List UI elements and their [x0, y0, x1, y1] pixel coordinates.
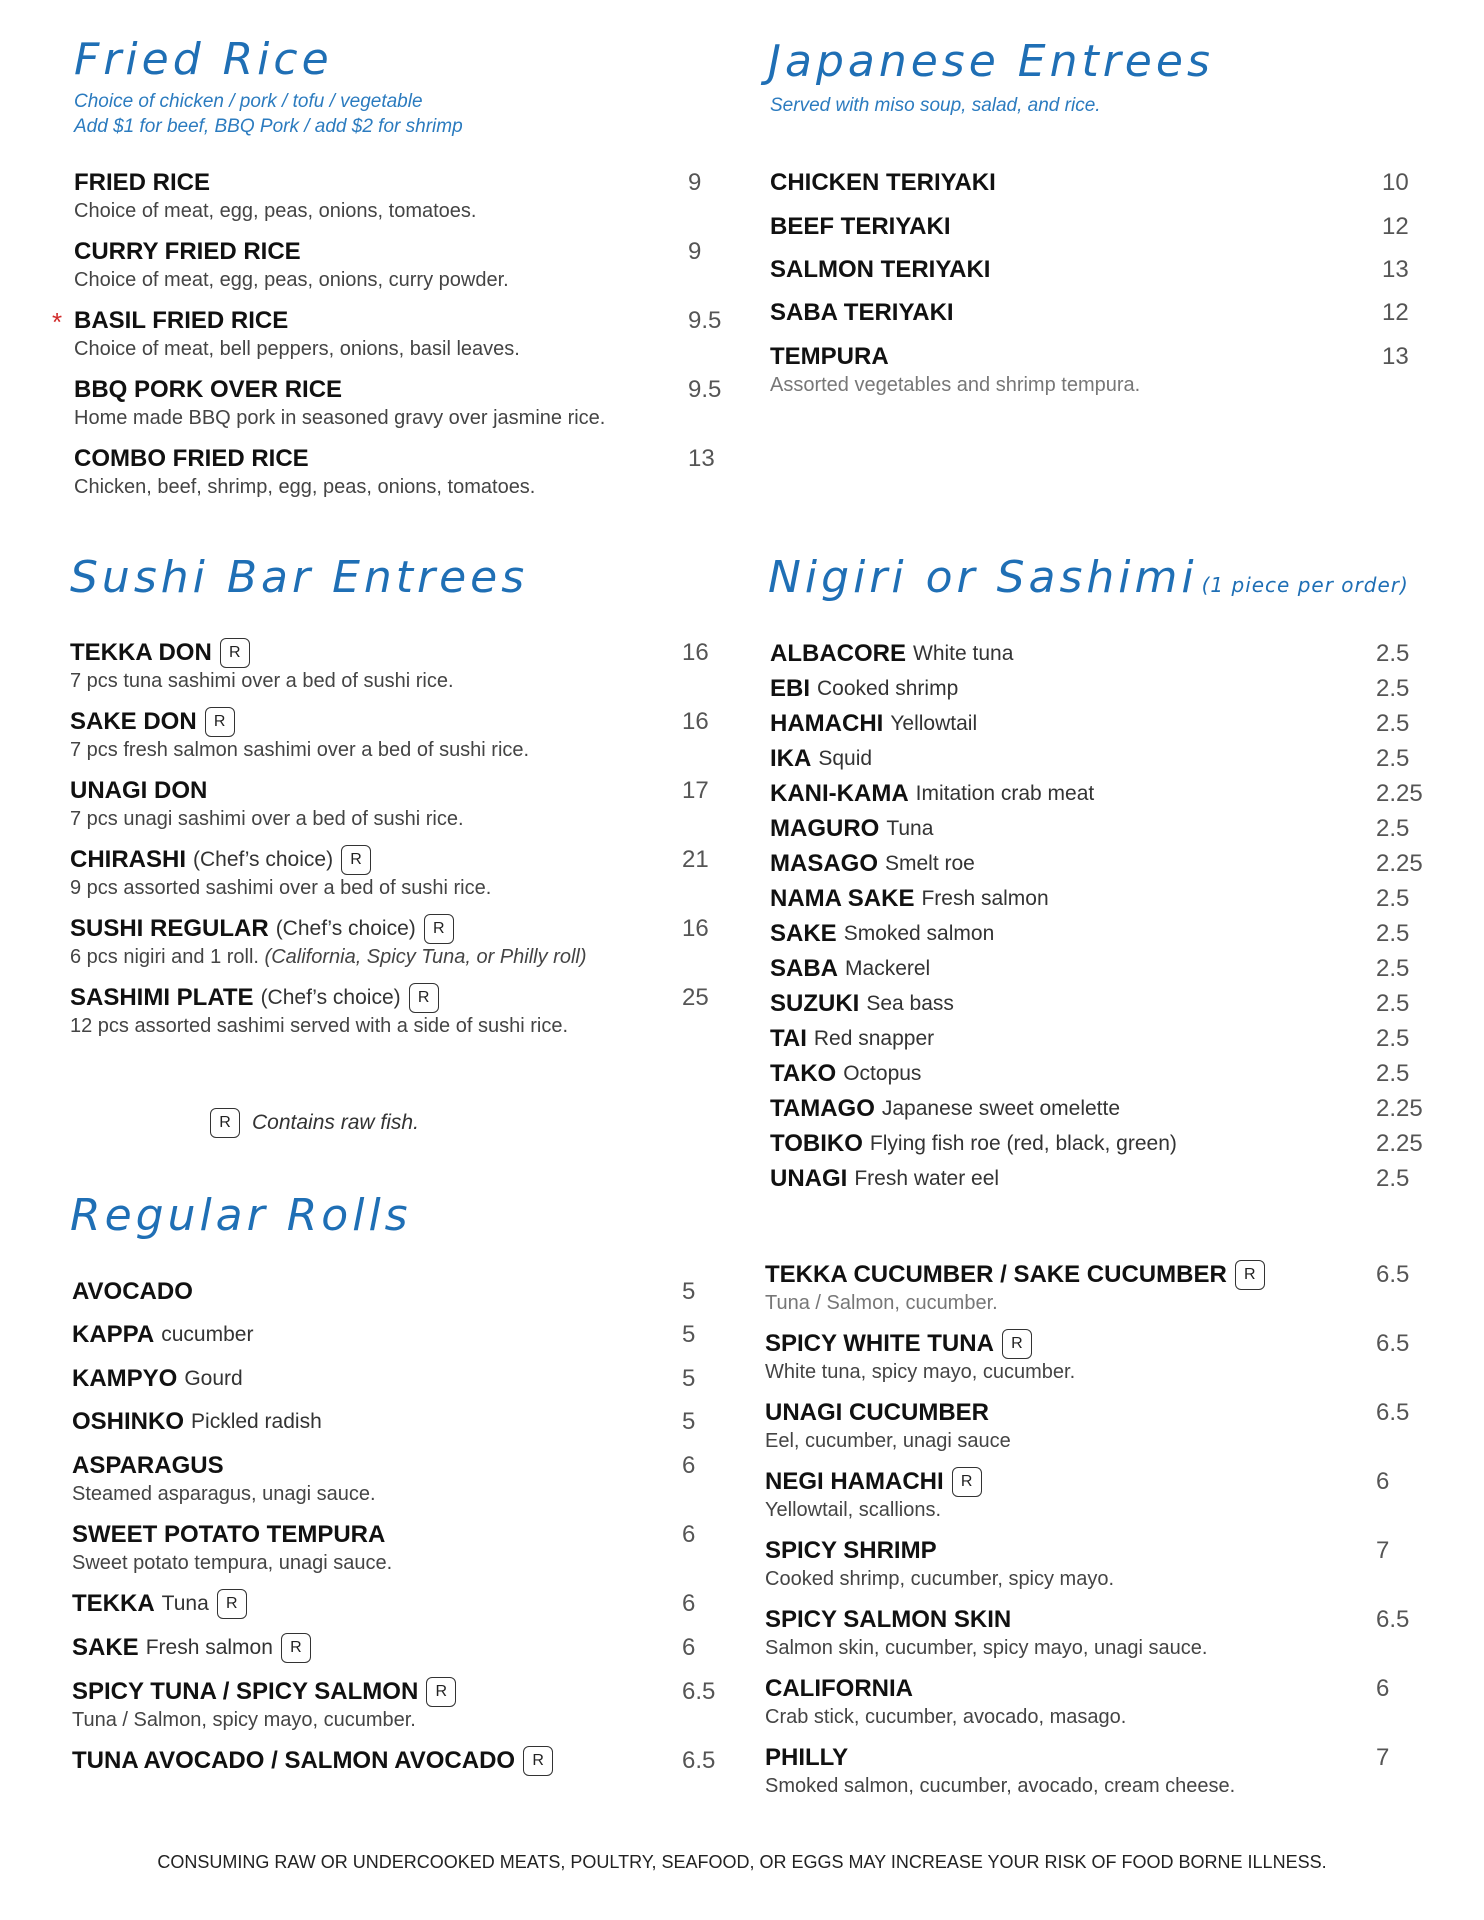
item-desc-main: 6 pcs nigiri and 1 roll. — [70, 946, 259, 968]
item-name: EBI — [770, 675, 811, 702]
item-price: 2.5 — [1376, 1165, 1410, 1192]
item-name: SPICY WHITE TUNA — [765, 1330, 994, 1357]
fried-rice-subtitle-2: Add $1 for beef, BBQ Pork / add $2 for shrimp — [74, 116, 463, 137]
menu-item — [72, 1519, 392, 1575]
nigiri-item — [770, 708, 977, 740]
item-name: SABA — [770, 955, 839, 982]
item-name: ASPARAGUS — [72, 1452, 224, 1479]
menu-item — [72, 1745, 553, 1777]
raw-fish-legend-text: Contains raw fish. — [252, 1111, 419, 1134]
item-name: TOBIKO — [770, 1130, 863, 1157]
item-desc: Yellowtail, scallions. — [765, 1499, 942, 1521]
item-desc: White tuna, spicy mayo, cucumber. — [765, 1361, 1076, 1383]
item-price: 5 — [682, 1365, 696, 1392]
item-price: 2.5 — [1376, 920, 1410, 947]
item-desc: 7 pcs fresh salmon sashimi over a bed of sushi rice. — [70, 739, 530, 761]
item-name: BEEF TERIYAKI — [770, 213, 951, 240]
menu-item — [74, 374, 605, 430]
nigiri-item — [770, 743, 872, 775]
item-price: 2.5 — [1376, 1060, 1410, 1087]
item-extra: cucumber — [161, 1323, 254, 1346]
item-price: 9.5 — [688, 307, 722, 334]
raw-fish-badge: R — [281, 1633, 311, 1663]
item-price: 21 — [682, 846, 709, 873]
item-extra: Fresh salmon — [145, 1636, 273, 1659]
nigiri-item — [770, 988, 954, 1020]
item-price: 6 — [1376, 1468, 1390, 1495]
item-desc: Tuna / Salmon, cucumber. — [765, 1292, 998, 1314]
item-desc: Chicken, beef, shrimp, egg, peas, onions, tomatoes. — [74, 476, 536, 498]
menu-item — [765, 1259, 1265, 1315]
item-name: UNAGI DON — [70, 777, 208, 804]
menu-item — [765, 1328, 1075, 1384]
nigiri-item — [770, 1093, 1120, 1125]
item-price: 16 — [682, 639, 709, 666]
raw-fish-badge: R — [952, 1467, 982, 1497]
item-name: NAMA SAKE — [770, 885, 915, 912]
item-name: TAKO — [770, 1060, 837, 1087]
menu-item — [765, 1535, 1114, 1591]
item-name: TEKKA DON — [70, 639, 212, 666]
item-desc: Choice of meat, bell peppers, onions, basil leaves. — [74, 338, 520, 360]
raw-fish-badge: R — [424, 914, 454, 944]
item-desc: Sweet potato tempura, unagi sauce. — [72, 1552, 393, 1574]
item-name: MASAGO — [770, 850, 878, 877]
menu-item — [72, 1676, 456, 1732]
item-extra: Squid — [818, 747, 873, 770]
nigiri-title-text: Nigiri or Sashimi — [768, 552, 1198, 603]
item-desc — [70, 945, 587, 969]
item-price: 9 — [688, 169, 702, 196]
item-price: 6 — [682, 1590, 696, 1617]
item-price: 16 — [682, 708, 709, 735]
item-extra: (Chef’s choice) — [193, 848, 334, 871]
item-name: CHIRASHI — [70, 846, 187, 873]
item-price: 2.5 — [1376, 815, 1410, 842]
item-name: SAKE — [770, 920, 837, 947]
menu-item — [72, 1363, 243, 1395]
item-name: CHICKEN TERIYAKI — [770, 169, 996, 196]
item-name: SALMON TERIYAKI — [770, 256, 991, 283]
item-price: 16 — [682, 915, 709, 942]
menu-item — [70, 775, 464, 831]
item-name: SABA TERIYAKI — [770, 299, 954, 326]
item-name: TAI — [770, 1025, 807, 1052]
raw-fish-badge: R — [210, 1108, 240, 1138]
item-name: AVOCADO — [72, 1278, 193, 1305]
item-extra: Red snapper — [813, 1027, 935, 1050]
menu-item — [74, 167, 476, 223]
item-name: TEKKA CUCUMBER / SAKE CUCUMBER — [765, 1261, 1227, 1288]
item-price: 6.5 — [1376, 1606, 1410, 1633]
item-price: 12 — [1382, 213, 1409, 240]
item-desc: Tuna / Salmon, spicy mayo, cucumber. — [72, 1709, 416, 1731]
nigiri-title — [768, 552, 1409, 603]
menu-item — [70, 637, 454, 693]
item-price: 2.5 — [1376, 955, 1410, 982]
item-desc: Smoked salmon, cucumber, avocado, cream cheese. — [765, 1775, 1236, 1797]
raw-fish-badge: R — [1002, 1329, 1032, 1359]
raw-fish-badge: R — [1235, 1260, 1265, 1290]
item-name: SWEET POTATO TEMPURA — [72, 1521, 386, 1548]
nigiri-item — [770, 1058, 921, 1090]
item-extra: Imitation crab meat — [915, 782, 1095, 805]
item-desc: 7 pcs tuna sashimi over a bed of sushi rice. — [70, 670, 454, 692]
item-price: 5 — [682, 1278, 696, 1305]
item-price: 13 — [1382, 256, 1409, 283]
item-price: 6 — [1376, 1675, 1390, 1702]
item-desc: Assorted vegetables and shrimp tempura. — [770, 374, 1141, 396]
menu-item — [765, 1466, 982, 1522]
nigiri-item — [770, 813, 933, 845]
menu-item — [74, 443, 535, 499]
item-extra: Tuna — [161, 1592, 209, 1615]
item-price: 6 — [682, 1634, 696, 1661]
raw-fish-badge: R — [205, 707, 235, 737]
item-desc: 9 pcs assorted sashimi over a bed of sushi rice. — [70, 877, 492, 899]
nigiri-item — [770, 778, 1094, 810]
regular-rolls-title: Regular Rolls — [70, 1190, 412, 1241]
raw-fish-badge: R — [523, 1746, 553, 1776]
menu-item — [765, 1673, 1126, 1729]
nigiri-item — [770, 1023, 934, 1055]
item-name: HAMACHI — [770, 710, 884, 737]
item-extra: Gourd — [184, 1367, 243, 1390]
item-desc: Salmon skin, cucumber, spicy mayo, unagi sauce. — [765, 1637, 1208, 1659]
menu-item — [770, 297, 954, 329]
menu-item — [70, 913, 587, 969]
item-extra: Smoked salmon — [843, 922, 995, 945]
item-name: ALBACORE — [770, 640, 906, 667]
item-price: 9.5 — [688, 376, 722, 403]
menu-item — [70, 982, 568, 1038]
menu-item — [765, 1742, 1235, 1798]
menu-item — [70, 844, 491, 900]
item-extra: Fresh water eel — [854, 1167, 1000, 1190]
item-name: MAGURO — [770, 815, 880, 842]
item-extra: Japanese sweet omelette — [881, 1097, 1121, 1120]
item-price: 5 — [682, 1321, 696, 1348]
item-price: 25 — [682, 984, 709, 1011]
item-name: SPICY TUNA / SPICY SALMON — [72, 1678, 419, 1705]
raw-fish-badge: R — [341, 845, 371, 875]
item-extra: Smelt roe — [885, 852, 975, 875]
menu-item — [765, 1604, 1207, 1660]
item-desc: 12 pcs assorted sashimi served with a side of sushi rice. — [70, 1015, 568, 1037]
nigiri-item — [770, 673, 958, 705]
nigiri-item — [770, 848, 975, 880]
item-extra: Yellowtail — [890, 712, 978, 735]
item-extra: (Chef’s choice) — [260, 986, 401, 1009]
item-price: 12 — [1382, 299, 1409, 326]
japanese-entrees-title: Japanese Entrees — [768, 36, 1214, 87]
menu-item — [765, 1397, 1011, 1453]
item-name: SPICY SALMON SKIN — [765, 1606, 1012, 1633]
item-price: 6 — [682, 1521, 696, 1548]
item-name: PHILLY — [765, 1744, 849, 1771]
item-desc: Choice of meat, egg, peas, onions, tomatoes. — [74, 200, 477, 222]
spicy-star-icon: * — [52, 307, 63, 337]
item-desc: Home made BBQ pork in seasoned gravy over jasmine rice. — [74, 407, 606, 429]
raw-fish-badge: R — [217, 1589, 247, 1619]
item-name: KANI-KAMA — [770, 780, 909, 807]
item-price: 2.5 — [1376, 885, 1410, 912]
menu-item — [74, 305, 520, 361]
item-name: OSHINKO — [72, 1408, 185, 1435]
menu-item — [72, 1406, 322, 1438]
item-desc: 7 pcs unagi sashimi over a bed of sushi rice. — [70, 808, 464, 830]
item-desc: Steamed asparagus, unagi sauce. — [72, 1483, 376, 1505]
item-name: CALIFORNIA — [765, 1675, 913, 1702]
item-name: COMBO FRIED RICE — [74, 445, 309, 472]
menu-item — [770, 211, 950, 243]
item-extra: Octopus — [843, 1062, 922, 1085]
raw-fish-badge: R — [426, 1677, 456, 1707]
menu-item — [72, 1276, 193, 1308]
menu-item — [72, 1319, 253, 1351]
raw-fish-legend — [210, 1108, 419, 1138]
health-warning: CONSUMING RAW OR UNDERCOOKED MEATS, POULTRY, SEAFOOD, OR EGGS MAY INCREASE YOUR RISK OF FOOD BORNE ILLNESS. — [157, 1852, 1327, 1872]
menu-item — [770, 254, 990, 286]
item-extra: (Chef’s choice) — [275, 917, 416, 940]
fried-rice-title: Fried Rice — [74, 34, 333, 85]
raw-fish-badge: R — [409, 983, 439, 1013]
item-name: SAKE DON — [70, 708, 197, 735]
nigiri-item — [770, 638, 1013, 670]
item-extra: White tuna — [913, 642, 1014, 665]
item-price: 6.5 — [682, 1678, 716, 1705]
item-name: IKA — [770, 745, 812, 772]
item-name: TAMAGO — [770, 1095, 875, 1122]
item-price: 2.25 — [1376, 850, 1423, 877]
item-extra: Tuna — [886, 817, 934, 840]
item-name: TEMPURA — [770, 343, 889, 370]
item-name: SUSHI REGULAR — [70, 915, 269, 942]
item-price: 5 — [682, 1408, 696, 1435]
nigiri-item — [770, 1128, 1177, 1160]
item-desc-note: (California, Spicy Tuna, or Philly roll) — [264, 946, 587, 968]
item-price: 7 — [1376, 1537, 1390, 1564]
item-name: KAMPYO — [72, 1365, 178, 1392]
item-price: 2.5 — [1376, 710, 1410, 737]
item-extra: Sea bass — [866, 992, 954, 1015]
nigiri-item — [770, 918, 994, 950]
menu-item — [72, 1588, 247, 1620]
item-name: SPICY SHRIMP — [765, 1537, 937, 1564]
nigiri-item — [770, 883, 1049, 915]
menu-item — [770, 341, 1140, 397]
item-extra: Mackerel — [845, 957, 931, 980]
item-price: 2.5 — [1376, 675, 1410, 702]
item-name: SUZUKI — [770, 990, 860, 1017]
item-price: 2.5 — [1376, 1025, 1410, 1052]
menu-item — [770, 167, 996, 199]
nigiri-item — [770, 953, 930, 985]
item-price: 6.5 — [1376, 1330, 1410, 1357]
item-name: UNAGI CUCUMBER — [765, 1399, 989, 1426]
item-name: TUNA AVOCADO / SALMON AVOCADO — [72, 1747, 516, 1774]
item-price: 2.25 — [1376, 1095, 1423, 1122]
item-name: KAPPA — [72, 1321, 155, 1348]
sushi-bar-title: Sushi Bar Entrees — [70, 552, 529, 603]
item-price: 2.5 — [1376, 745, 1410, 772]
item-name: TEKKA — [72, 1590, 155, 1617]
raw-fish-badge: R — [220, 638, 250, 668]
item-extra: Flying fish roe (red, black, green) — [869, 1132, 1177, 1155]
item-price: 6.5 — [1376, 1399, 1410, 1426]
item-desc: Choice of meat, egg, peas, onions, curry powder. — [74, 269, 509, 291]
item-name: SAKE — [72, 1634, 139, 1661]
item-name: NEGI HAMACHI — [765, 1468, 944, 1495]
japanese-entrees-subtitle: Served with miso soup, salad, and rice. — [770, 95, 1101, 116]
item-price: 6.5 — [1376, 1261, 1410, 1288]
item-price: 13 — [1382, 343, 1409, 370]
item-price: 6 — [682, 1452, 696, 1479]
item-price: 7 — [1376, 1744, 1390, 1771]
item-extra: Pickled radish — [191, 1410, 322, 1433]
item-name: BBQ PORK OVER RICE — [74, 376, 343, 403]
item-price: 2.25 — [1376, 1130, 1423, 1157]
item-desc: Cooked shrimp, cucumber, spicy mayo. — [765, 1568, 1115, 1590]
item-name: UNAGI — [770, 1165, 848, 1192]
item-price: 2.5 — [1376, 640, 1410, 667]
item-price: 13 — [688, 445, 715, 472]
fried-rice-subtitle-1: Choice of chicken / pork / tofu / vegetable — [74, 91, 423, 112]
nigiri-item — [770, 1163, 999, 1195]
item-price: 2.25 — [1376, 780, 1423, 807]
menu-item — [72, 1450, 376, 1506]
item-name: FRIED RICE — [74, 169, 211, 196]
item-name: CURRY FRIED RICE — [74, 238, 301, 265]
item-price: 10 — [1382, 169, 1409, 196]
item-name: SASHIMI PLATE — [70, 984, 254, 1011]
menu-item — [72, 1632, 311, 1664]
item-desc: Eel, cucumber, unagi sauce — [765, 1430, 1011, 1452]
nigiri-note: (1 piece per order) — [1201, 573, 1409, 597]
item-extra: Fresh salmon — [921, 887, 1049, 910]
item-name: BASIL FRIED RICE — [74, 307, 289, 334]
item-price: 9 — [688, 238, 702, 265]
item-price: 17 — [682, 777, 709, 804]
item-extra: Cooked shrimp — [817, 677, 959, 700]
menu-item — [74, 236, 509, 292]
item-price: 6.5 — [682, 1747, 716, 1774]
menu-item — [70, 706, 529, 762]
item-price: 2.5 — [1376, 990, 1410, 1017]
item-desc: Crab stick, cucumber, avocado, masago. — [765, 1706, 1127, 1728]
